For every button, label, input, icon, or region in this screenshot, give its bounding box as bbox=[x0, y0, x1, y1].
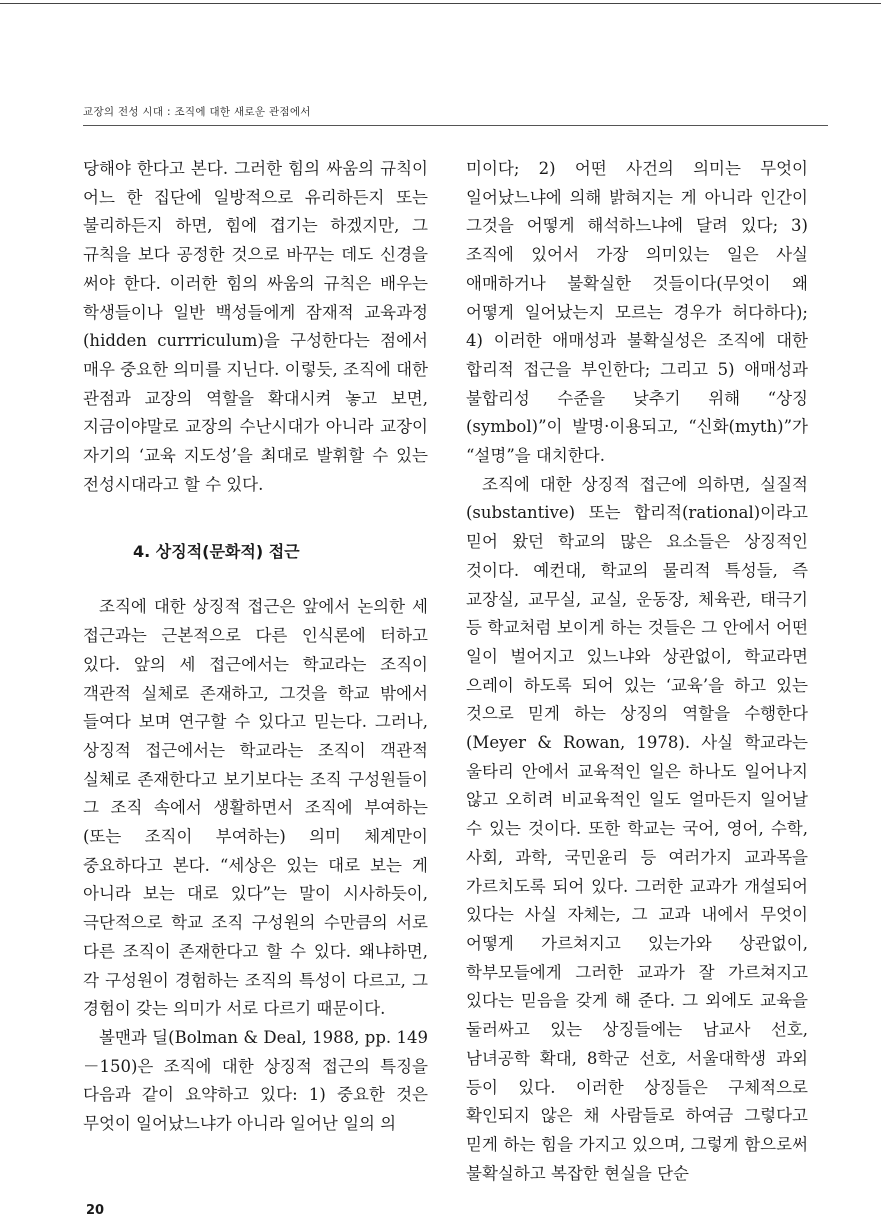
body-paragraph: 당해야 한다고 본다. 그러한 힘의 싸움의 규칙이 어느 한 집단에 일방적으로 유리하든지 또는 불리하든지 하면, 힘에 겹기는 하겠지만, 그 규칙을 보다 공정한 것으로 바꾸는 데도 신경을 써야 한다. 이러한 힘의 싸움의 규칙은 배우는 학생들이나 일반 백성들에게 잠재적 교육과정(hidden currriculum)을 구성한다는 점에서 매우 중요한 의미를 지닌다. 이렇듯, 조직에 대한 관점과 교장의 역할을 확대시켜 놓고 보면, 지금이야말로 교장의 수난시대가 아니라 교장이 자기의 ‘교육 지도성’을 최대로 발휘할 수 있는 전성시대라고 할 수 있다. bbox=[83, 159, 428, 494]
top-border-line bbox=[0, 3, 881, 4]
left-column bbox=[83, 155, 428, 1139]
body-paragraph: 미이다; 2) 어떤 사건의 의미는 무엇이 일어났느냐에 의해 밝혀지는 게 아니라 인간이 그것을 어떻게 해석하느냐에 달려 있다; 3) 조직에 있어서 가장 의미있는 일은 사실 애매하거나 불확실한 것들이다(무엇이 왜 어떻게 일어났는지 모르는 경우가 허다하다); 4) 이러한 애매성과 불확실성은 조직에 대한 합리적 접근을 부인한다; 그리고 5) 애매성과 불합리성 수준을 낮추기 위해 “상징(symbol)”이 발명·이용되고, “신화(myth)”가 “설명”을 대치한다. bbox=[466, 159, 808, 466]
body-paragraph: 조직에 대한 상징적 접근에 의하면, 실질적(substantive) 또는 합리적(rational)이라고 믿어 왔던 학교의 많은 요소들은 상징적인 것이다. 예컨대, 학교의 물리적 특성들, 즉 교장실, 교무실, 교실, 운동장, 체육관, 태극기 등 학교처럼 보이게 하는 것들은 그 안에서 어떤 일이 벌어지고 있느냐와 상관없이, 학교라면 으레이 하도록 되어 있는 ‘교육’을 하고 있는 것으로 믿게 하는 상징의 역할을 수행한다(Meyer & Rowan, 1978). 사실 학교라는 울타리 안에서 교육적인 일은 하나도 일어나지 않고 오히려 비교육적인 일도 얼마든지 일어날 수 있는 것이다. 또한 학교는 국어, 영어, 수학, 사회, 과학, 국민윤리 등 여러가지 교과목을 가르치도록 되어 있다. 그러한 교과가 개설되어 있다는 사실 자체는, 그 교과 내에서 무엇이 어떻게 가르쳐지고 있는가와 상관없이, 학부모들에게 그러한 교과가 잘 가르쳐지고 있다는 믿음을 갖게 해 준다. 그 외에도 교육을 둘러싸고 있는 상징들에는 남교사 선호, 남녀공학 확대, 8학군 선호, 서울대학생 과외 등이 있다. 이러한 상징들은 구체적으로 확인되지 않은 채 사람들로 하여금 그렇다고 믿게 하는 힘을 가지고 있으며, 그렇게 함으로써 불확실하고 복잡한 현실을 단순 bbox=[466, 474, 808, 1183]
right-column bbox=[466, 155, 808, 1188]
body-paragraph: 볼맨과 딜(Bolman & Deal, 1988, pp. 149－150)은 조직에 대한 상징적 접근의 특징을 다음과 같이 요약하고 있다: 1) 중요한 것은 무엇이 일어났느냐가 아니라 일어난 일의 의 bbox=[83, 1027, 428, 1134]
section-heading: 4. 상징적(문화적) 접근 bbox=[133, 542, 300, 562]
page-number: 20 bbox=[86, 1203, 105, 1218]
body-paragraph: 조직에 대한 상징적 접근은 앞에서 논의한 세 접근과는 근본적으로 다른 인식론에 터하고 있다. 앞의 세 접근에서는 학교라는 조직이 객관적 실체로 존재하고, 그것을 학교 밖에서 들여다 보며 연구할 수 있다고 믿는다. 그러나, 상징적 접근에서는 학교라는 조직이 객관적 실체로 존재한다고 보기보다는 조직 구성원들이 그 조직 속에서 생활하면서 조직에 부여하는(또는 조직이 부여하는) 의미 체계만이 중요하다고 본다. “세상은 있는 대로 보는 게 아니라 보는 대로 있다”는 말이 시사하듯이, 극단적으로 학교 조직 구성원의 수만큼의 서로 다른 조직이 존재한다고 할 수 있다. 왜냐하면, 각 구성원이 경험하는 조직의 특성이 다르고, 그 경험이 갖는 의미가 서로 다르기 때문이다. bbox=[83, 597, 428, 1019]
running-header: 교장의 전성 시대 : 조직에 대한 새로운 관점에서 bbox=[83, 104, 828, 126]
